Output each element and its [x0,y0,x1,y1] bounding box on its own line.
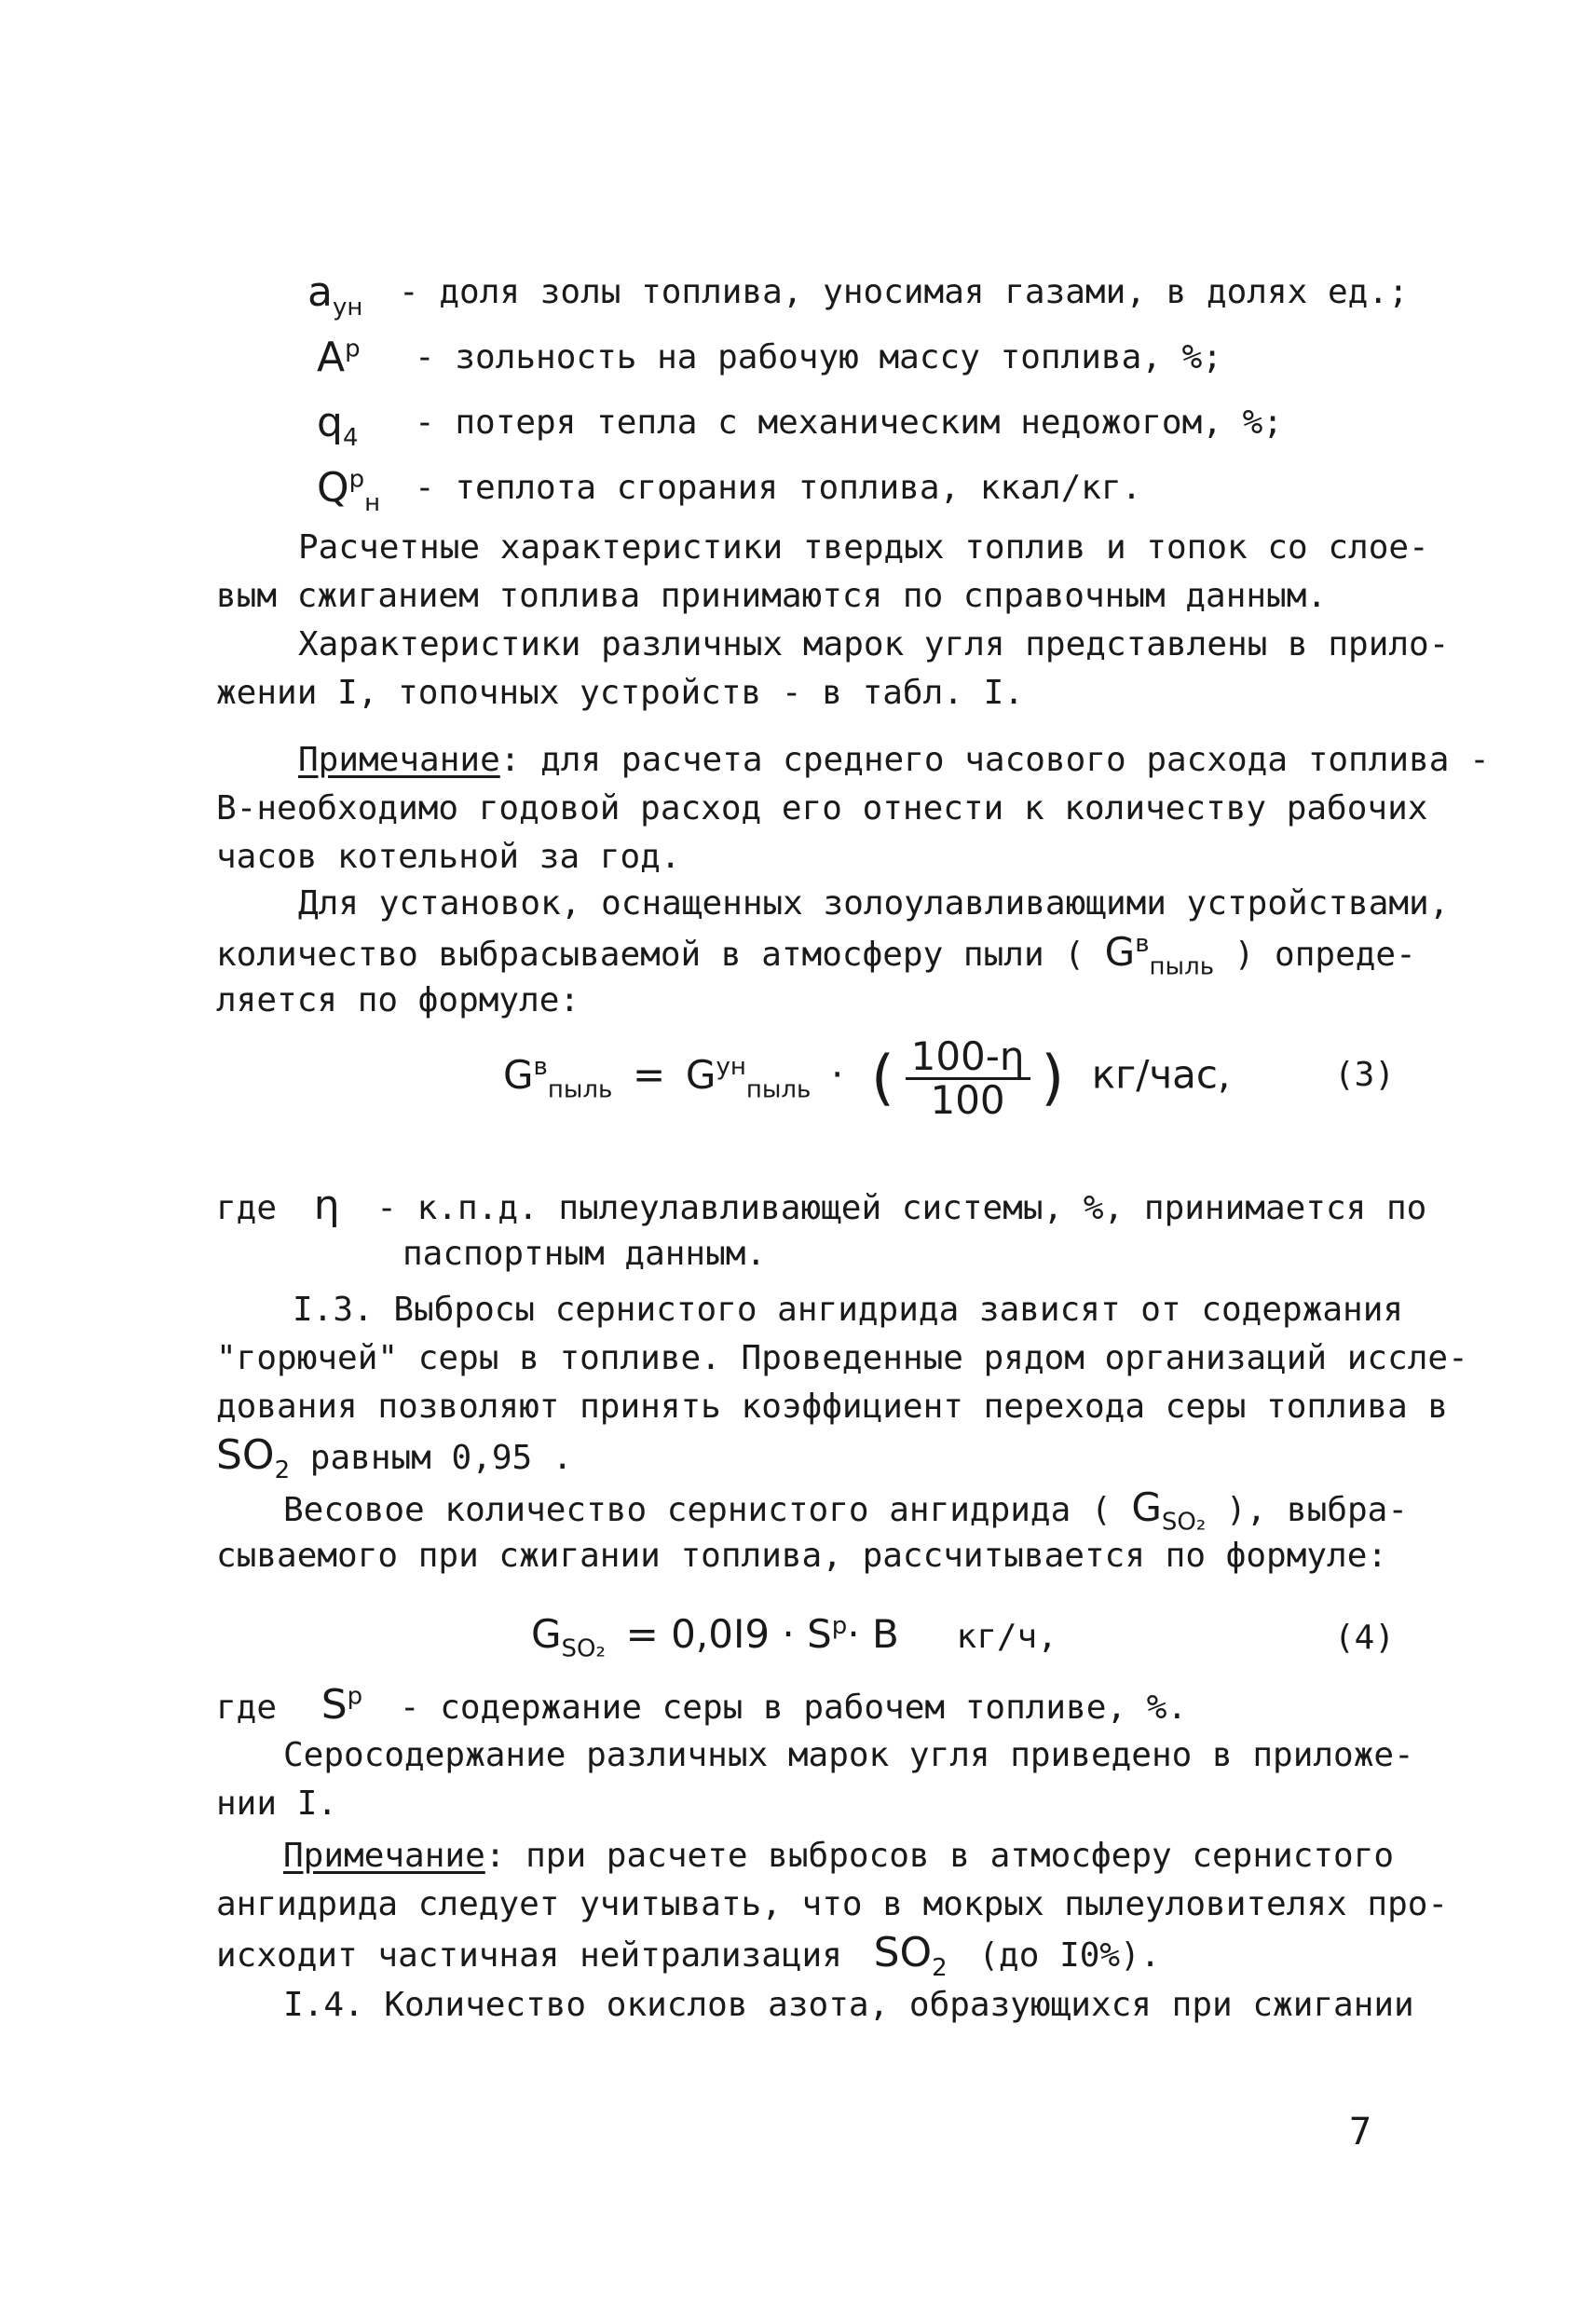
text-line: ляется по формуле: [216,981,580,1019]
formula-unit: кг/ч, [956,1618,1057,1656]
text-line: Характеристики различных марок угля представлены в прило- [298,625,1450,663]
text-line: $SO_2$ равным 0,95 . [216,1431,573,1484]
formula-3: $G^в_{пыль} = G^{ун}_{пыль}$ · ( $\frac{100-\eta}{100}$ ) кг/час, [503,1033,1231,1123]
formula-rhs: = $0,0I9 \cdot S^р\cdot B$ [625,1611,899,1657]
formula-lhs: $G_{SO_2}$ [531,1611,606,1663]
note [298,736,1490,785]
symbol: $q_4$ [317,399,359,452]
text-line: где η - к.п.д. пылеулавливающей системы, %, принимается по [216,1182,1427,1229]
eta-symbol: η [313,1182,340,1229]
text-line: Расчетные характеристики твердых топлив и топок со слое- [298,528,1429,567]
dust-symbol: $G^в_{пыль}$ [1104,929,1215,981]
text-line: часов котельной за год. [216,838,681,876]
definition-row [307,268,1409,321]
note-label: Примечание [283,1837,485,1875]
symbol: $a_{ун}$ [307,268,363,321]
definition-text: - потеря тепла с механическим недожогом, %; [415,403,1283,442]
fraction: $\frac{100-\eta}{100}$ [906,1036,1030,1121]
definition-text: - доля золы топлива, уносимая газами, в долях ед.; [399,273,1409,311]
page-number: 7 [1349,2111,1372,2154]
formula-lhs: $G^в_{пыль}$ [503,1051,613,1103]
text-line: Весовое количество сернистого ангидрида ( $G_{SO_2}$ ), выбра- [283,1484,1409,1537]
text-line: количество выбрасываемой в атмосферу пыли ( $G^в_{пыль}$ ) опреде- [216,929,1416,981]
note-text: : при расчете выбросов в атмосферу сернистого [484,1837,1395,1875]
gso2-symbol: $G_{SO_2}$ [1131,1484,1207,1537]
text-line: где $S^р$ - содержание серы в рабочем топливе, %. [216,1681,1188,1729]
text-line: вым сжиганием топлива принимаются по справочным данным. [216,577,1328,615]
formula-4 [531,1610,1057,1661]
definition-row [317,334,1222,385]
text-line: I.4. Количество окислов азота, образующихся при сжигании [283,1986,1414,2024]
text-line: В-необходимо годовой расход его отнести к количеству рабочих [216,789,1428,827]
s-symbol: $S^р$ [321,1681,363,1729]
definition-row [317,399,1283,452]
text-line: ангидрида следует учитывать, что в мокрых пылеуловителях про- [216,1885,1449,1923]
text-line: дования позволяют принять коэффициент перехода серы топлива в [216,1388,1449,1426]
symbol: $A^р$ [317,334,361,381]
symbol: $Q^р_н$ [317,464,381,517]
text-line: Для установок, оснащенных золоулавливающими устройствами, [298,884,1450,923]
note-text: : для расчета среднего часового расхода топлива - [499,741,1490,779]
text-line: "горючей" серы в топливе. Проведенные рядом организаций иссле- [216,1339,1468,1377]
formula-rhs: $G^{ун}_{пыль}$ [685,1051,812,1103]
formula-unit: кг/час, [1091,1051,1231,1098]
text-line: сываемого при сжигании топлива, рассчитывается по формуле: [216,1537,1388,1575]
text-line: Серосодержание различных марок угля приведено в приложе- [283,1736,1414,1774]
text-line: I.3. Выбросы сернистого ангидрида зависят от содержания [293,1291,1404,1329]
definition-row [317,464,1142,517]
text-line: паспортным данным. [402,1235,767,1273]
definition-text: - зольность на рабочую массу топлива, %; [415,338,1222,376]
note [283,1832,1394,1880]
text-line: исходит частичная нейтрализация $SO_2$ (до I0%). [216,1929,1161,1982]
equation-number: (3) [1334,1056,1396,1094]
note-label: Примечание [298,741,500,779]
equation-number: (4) [1334,1619,1396,1657]
so2-symbol: $SO_2$ [216,1431,291,1484]
text-line: жении I, топочных устройств - в табл. I. [216,674,1024,712]
so2-symbol: $SO_2$ [873,1929,948,1982]
definition-text: - теплота сгорания топлива, ккал/кг. [415,469,1142,507]
text-line: нии I. [216,1785,338,1823]
